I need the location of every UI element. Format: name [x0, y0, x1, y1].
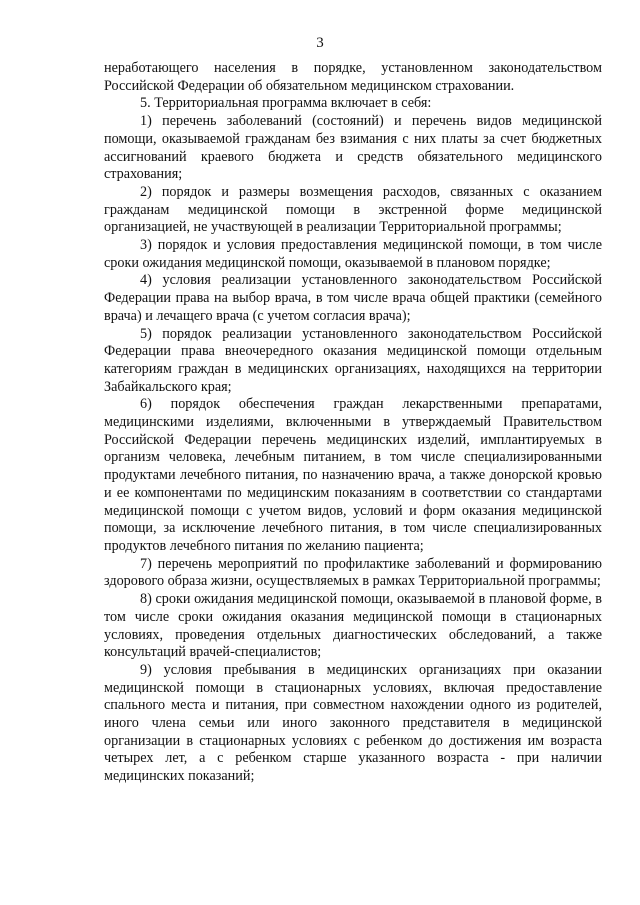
- paragraph-item-9: 9) условия пребывания в медицинских организациях при оказании медицинской помощи в стационарных условиях, включая предоставление спального места и питания, при совместном нахождении одного из родителей, иного члена семьи или иного законного представителя в медицинской организации в стационарных условиях с ребенком до достижения им возраста четырех лет, а с ребенком старше указанного возраста - при наличии медицинских показаний;: [104, 661, 602, 785]
- paragraph-item-5: 5) порядок реализации установленного законодательством Российской Федерации права внеочередного оказания медицинской помощи отдельным категориям граждан в медицинских организациях, находящихся на территории Забайкальского края;: [104, 325, 602, 395]
- document-body: [104, 60, 602, 786]
- paragraph-item-6: 6) порядок обеспечения граждан лекарственными препаратами, медицинскими изделиями, включенными в утверждаемый Правительством Российской Федерации перечень медицинских изделий, имплантируемых в организм человека, лечебным питанием, в том числе специализированными продуктами лечебного питания, по назначению врача, а также донорской кровью и ее компонентами по медицинским показаниям в соответствии со стандартами медицинской помощи с учетом видов, условий и форм оказания медицинской помощи, за исключение лечебного питания, в том числе специализированных продуктов лечебного питания по желанию пациента;: [104, 396, 602, 554]
- paragraph-item-4: 4) условия реализации установленного законодательством Российской Федерации права на выбор врача, в том числе врача общей практики (семейного врача) и лечащего врача (с учетом согласия врача);: [104, 272, 602, 324]
- paragraph-item-2: 2) порядок и размеры возмещения расходов, связанных с оказанием гражданам медицинской помощи в экстренной форме медицинской организацией, не участвующей в реализации Территориальной программы;: [104, 183, 602, 236]
- paragraph-item-8: 8) сроки ожидания медицинской помощи, оказываемой в плановой форме, в том числе сроки ожидания оказания медицинской помощи в стационарных условиях, проведения отдельных диагностических обследований, а также консультаций врачей-специалистов;: [104, 591, 602, 661]
- paragraph-continuation: неработающего населения в порядке, установленном законодательством Российской Федерации об обязательном медицинском страховании.: [104, 60, 602, 94]
- paragraph-item-3: 3) порядок и условия предоставления медицинской помощи, в том числе сроки ожидания медицинской помощи, оказываемой в плановом порядке;: [104, 237, 602, 271]
- page-number: 3: [316, 35, 324, 51]
- paragraph-item-1: 1) перечень заболеваний (состояний) и перечень видов медицинской помощи, оказываемой гражданам без взимания с них платы за счет бюджетных ассигнований краевого бюджета и средств обязательного медицинского страхования;: [104, 113, 602, 183]
- paragraph-section-5: 5. Территориальная программа включает в себя:: [140, 95, 432, 112]
- paragraph-item-7: 7) перечень мероприятий по профилактике заболеваний и формированию здорового образа жизни, осуществляемых в рамках Территориальной программы;: [104, 555, 602, 590]
